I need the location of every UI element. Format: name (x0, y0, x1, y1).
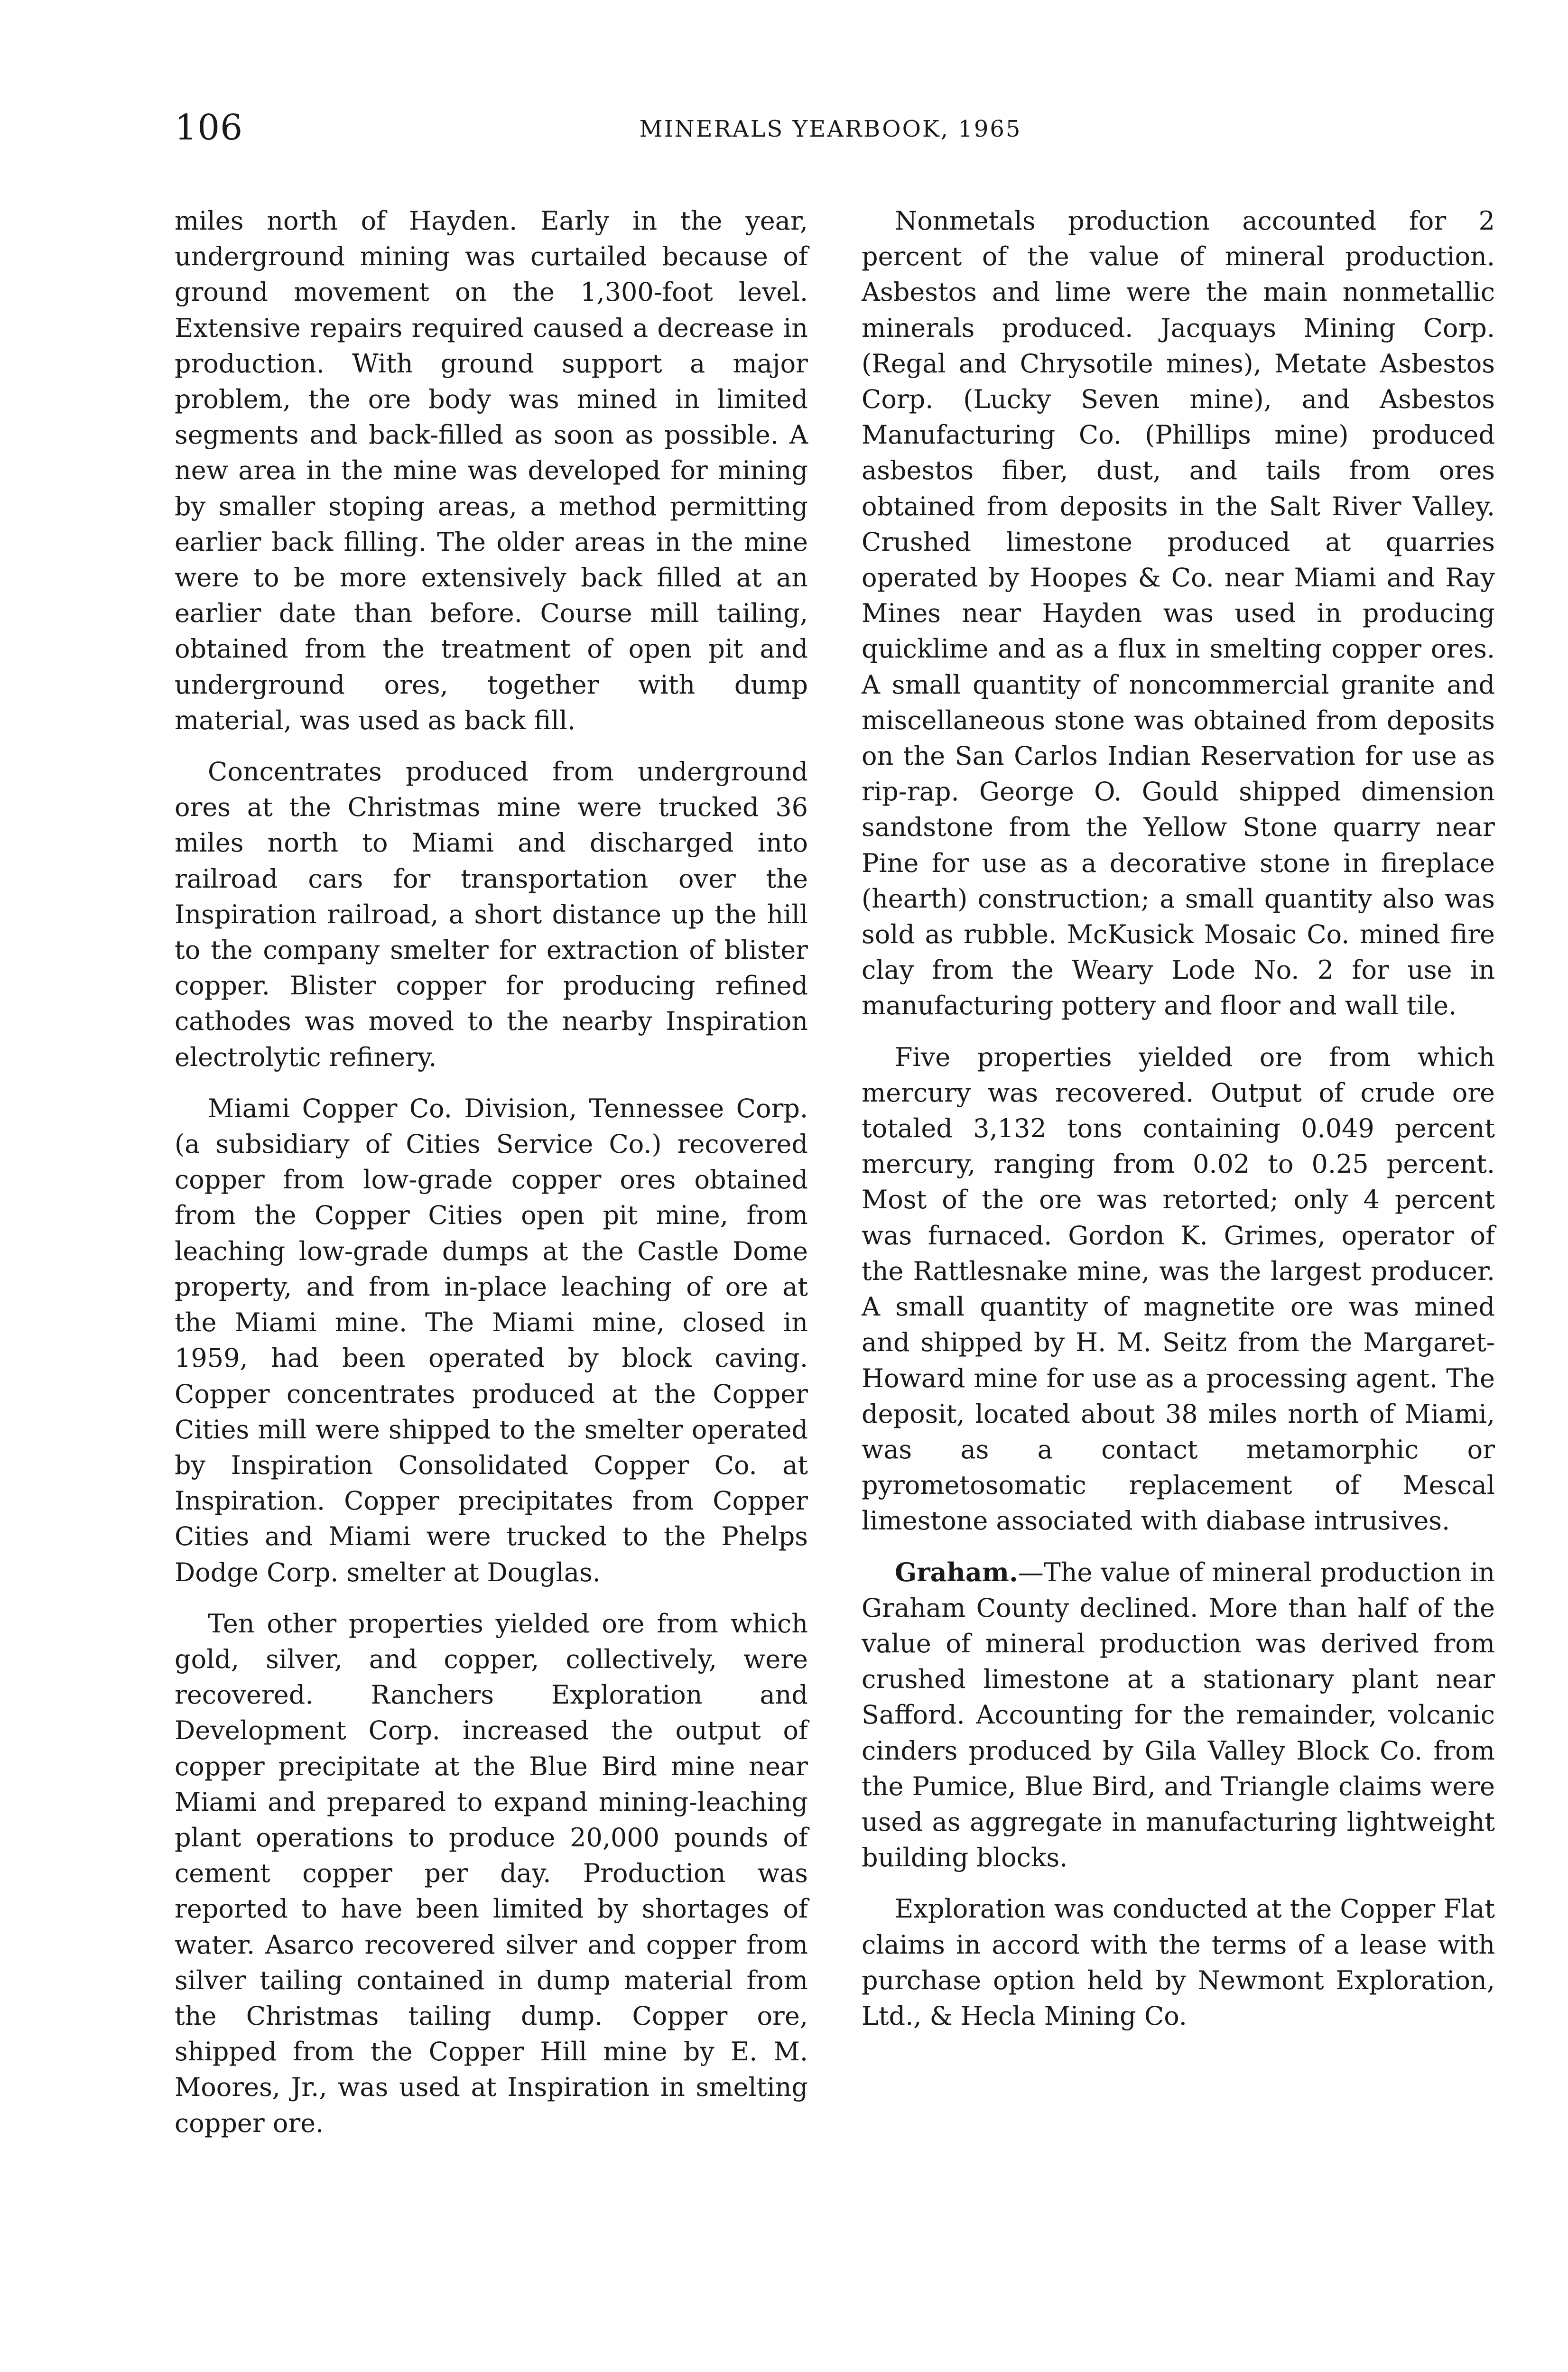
paragraph-exploration: Exploration was conducted at the Copper Flat claims in accord with the terms of a lease with purchase option held by Newmont Exploration, Ltd., & Hecla Mining Co. (862, 1894, 1495, 2031)
paragraph-other-properties: Ten other properties yielded ore from which gold, silver, and copper, collectively, were recovered. Ranchers Exploration and Development Corp. increased the output of copper precipitate at the Blue Bird mine near Miami and prepared to expand mining-leaching plant operations to produce 20,000 pounds of cement copper per day. Production was reported to have been limited by shortages of water. Asarco recovered silver and copper from silver tailing contained in dump material from the Christmas tailing dump. Copper ore, shipped from the Copper Hill mine by E. M. Moores, Jr., was used at Inspiration in smelting copper ore. (175, 1608, 808, 2138)
graham-text: —The value of mineral production in Graham County declined. More than half of the value of mineral production was derived from crushed limestone at a stationary plant near Safford. Accounting for the remainder, volcanic cinders produced by Gila Valley Block Co. from the Pumice, Blue Bird, and Triangle claims were used as aggregate in manufacturing lightweight building blocks. (862, 1557, 1495, 1873)
page-header (175, 107, 1486, 162)
graham-heading: Graham. (895, 1557, 1018, 1587)
left-column (175, 203, 808, 2157)
right-column (862, 203, 1495, 2049)
page-number: 106 (175, 107, 243, 148)
paragraph-miami-copper: Miami Copper Co. Division, Tennessee Corp. (a subsidiary of Cities Service Co.) recovered copper from low-grade copper ores obtained from the Copper Cities open pit mine, from leaching low-grade dumps at the Castle Dome property, and from in-place leaching of ore at the Miami mine. The Miami mine, closed in 1959, had been operated by block caving. Copper concentrates produced at the Copper Cities mill were shipped to the smelter operated by Inspiration Consolidated Copper Co. at Inspiration. Copper precipitates from Copper Cities and Miami were trucked to the Phelps Dodge Corp. smelter at Douglas. (175, 1093, 808, 1587)
paragraph-nonmetals: Nonmetals production accounted for 2 percent of the value of mineral production. Asbestos and lime were the main nonmetallic minerals produced. Jacquays Mining Corp. (Regal and Chrysotile mines), Metate Asbestos Corp. (Lucky Seven mine), and Asbestos Manufacturing Co. (Phillips mine) produced asbestos fiber, dust, and tails from ores obtained from deposits in the Salt River Valley. Crushed limestone produced at quarries operated by Hoopes & Co. near Miami and Ray Mines near Hayden was used in producing quicklime and as a flux in smelting copper ores. A small quantity of noncommercial granite and miscellaneous stone was obtained from deposits on the San Carlos Indian Reservation for use as rip-rap. George O. Gould shipped dimension sandstone from the Yellow Stone quarry near Pine for use as a decorative stone in fireplace (hearth) construction; a small quantity also was sold as rubble. McKusick Mosaic Co. mined fire clay from the Weary Lode No. 2 for use in manufacturing pottery and floor and wall tile. (862, 206, 1495, 1021)
paragraph-graham (862, 1555, 1495, 1876)
paragraph-hayden-mining: miles north of Hayden. Early in the year, underground mining was curtailed because of ground movement on the 1,300-foot level. Extensive repairs required caused a decrease in production. With ground support a major problem, the ore body was mined in limited segments and back-filled as soon as possible. A new area in the mine was developed for mining by smaller stoping areas, a method permitting earlier back filling. The older areas in the mine were to be more extensively back filled at an earlier date than before. Course mill tailing, obtained from the treatment of open pit and underground ores, together with dump material, was used as back fill. (175, 206, 808, 735)
paragraph-christmas-concentrates: Concentrates produced from underground ores at the Christmas mine were trucked 36 miles north to Miami and discharged into railroad cars for transportation over the Inspiration railroad, a short distance up the hill to the company smelter for extraction of blister copper. Blister copper for producing refined cathodes was moved to the nearby Inspiration electrolytic refinery. (175, 757, 808, 1072)
running-title: MINERALS YEARBOOK, 1965 (639, 116, 1022, 142)
paragraph-mercury: Five properties yielded ore from which mercury was recovered. Output of crude ore totaled 3,132 tons containing 0.049 percent mercury, ranging from 0.02 to 0.25 percent. Most of the ore was retorted; only 4 percent was furnaced. Gordon K. Grimes, operator of the Rattlesnake mine, was the largest producer. A small quantity of magnetite ore was mined and shipped by H. M. Seitz from the Margaret-Howard mine for use as a processing agent. The deposit, located about 38 miles north of Miami, was as a contact metamorphic or pyrometosomatic replacement of Mescal limestone associated with diabase intrusives. (862, 1042, 1495, 1536)
